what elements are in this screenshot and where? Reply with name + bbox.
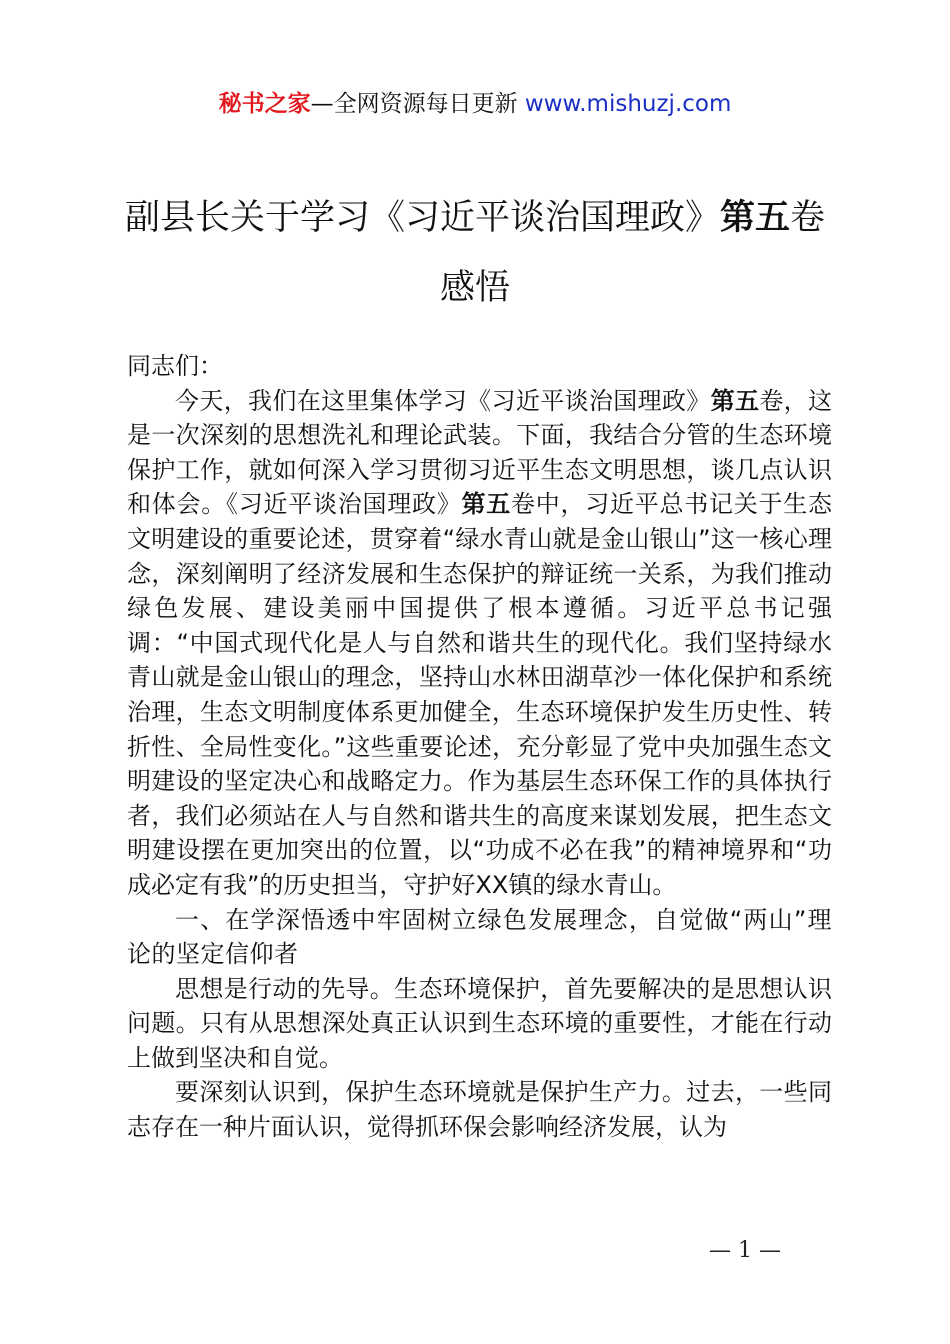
- title-line1-bold: 第五: [719, 198, 790, 238]
- paragraph-2: 思想是行动的先导。生态环境保护，首先要解决的是思想认识问题。只有从思想深处真正认识到生态环境的重要性，才能在行动上做到坚决和自觉。: [127, 974, 832, 1072]
- document-body: [127, 349, 832, 1145]
- site-url-link[interactable]: www.mishuzj.com: [524, 91, 732, 117]
- title-line1-end: 卷: [790, 198, 826, 238]
- salutation: 同志们：: [127, 352, 223, 380]
- paragraph-3: 要深刻认识到，保护生态环境就是保护生产力。过去，一些同志存在一种片面认识，觉得抓环保会影响经济发展，认为: [127, 1078, 832, 1142]
- paragraph-intro-part-c: 卷，这是一次深刻的思想洗礼和理论武装。下面，我结合分管的生态环境保护工作，就如何深入学习贯彻习近平生态文明思想，谈几点认识和体会。《习近平谈治国理政》: [127, 386, 833, 519]
- paragraph-intro-part-e: 卷中，习近平总书记关于生态文明建设的重要论述，贯穿着“绿水青山就是金山银山”这一核心理念，深刻阐明了经济发展和生态保护的辩证统一关系，为我们推动绿色发展、建设美丽中国提供了根本遵循。习近平总书记强调：“中国式现代化是人与自然和谐共生的现代化。我们坚持绿水青山就是金山银山的理念，坚持山水林田湖草沙一体化保护和系统治理，生态文明制度体系更加健全，生态环境保护发生历史性、转折性、全局性变化。”这些重要论述，充分彰显了党中央加强生态文明建设的坚定决心和战略定力。作为基层生态环保工作的具体执行者，我们必须站在人与自然和谐共生的高度来谋划发展，把生态文明建设摆在更加突出的位置，以“功成不必在我”的精神境界和“功成必定有我”的历史担当，守护好XX镇的绿水青山。: [127, 490, 832, 899]
- site-header: [0, 86, 950, 122]
- title-line2: 感悟: [439, 268, 510, 308]
- section-heading-1: 一、在学深悟透中牢固树立绿色发展理念，自觉做“两山”理论的坚定信仰者: [127, 905, 832, 969]
- title-line1-text: 副县长关于学习《习近平谈治国理政》: [124, 198, 720, 238]
- page-number: — 1 —: [709, 1238, 781, 1263]
- paragraph-intro-bold-1: 第五: [710, 386, 760, 415]
- paragraph-intro-part-a: 今天，我们在这里集体学习《习近平谈治国理政》: [175, 386, 711, 415]
- site-slogan: —全网资源每日更新: [310, 91, 525, 117]
- document-title: [0, 183, 950, 323]
- site-brand: 秘书之家: [218, 91, 311, 117]
- paragraph-intro-bold-2: 第五: [461, 490, 511, 519]
- paragraph-intro: [127, 384, 832, 903]
